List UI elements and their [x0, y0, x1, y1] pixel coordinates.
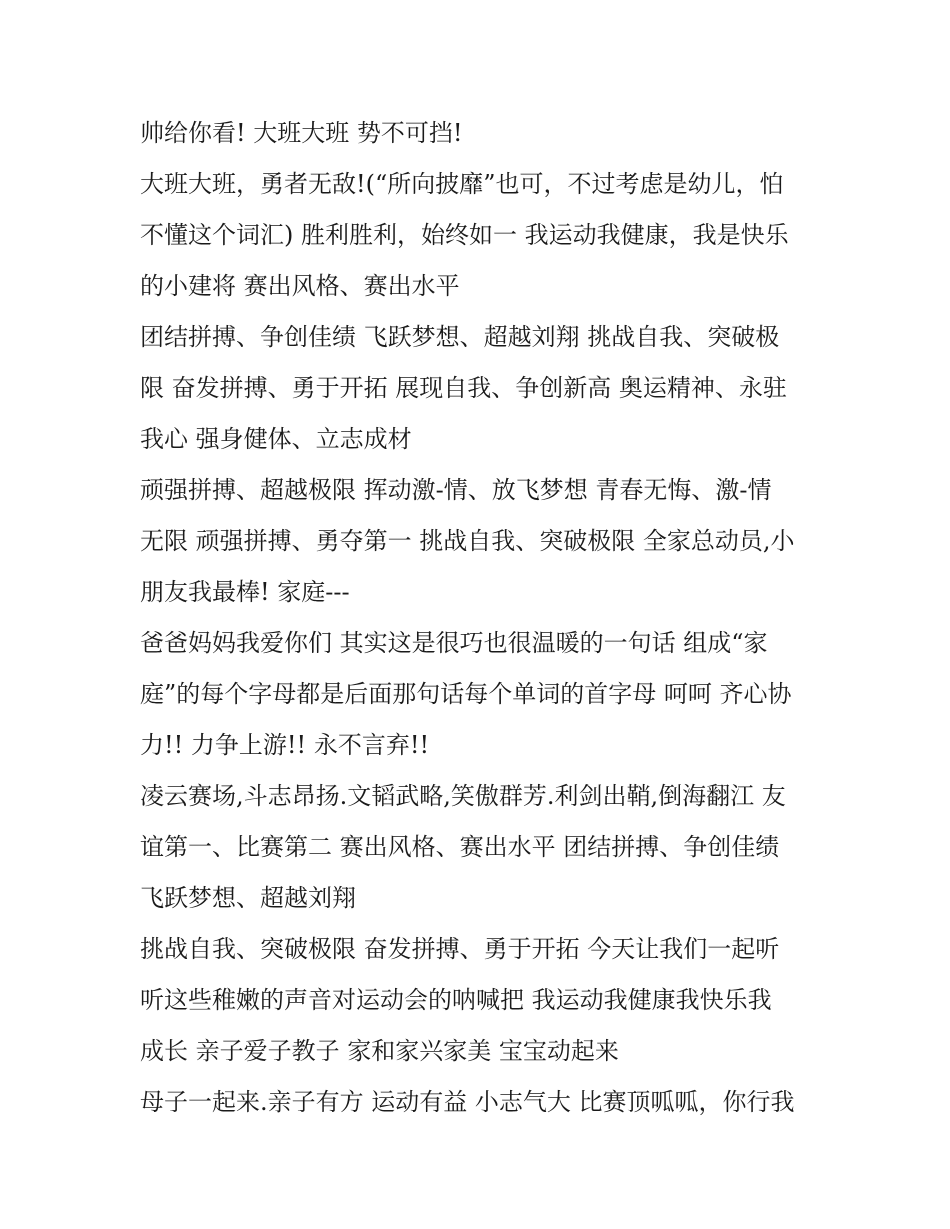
text-line: 庭”的每个字母都是后面那句话每个单词的首字母 呵呵 齐心协: [140, 680, 792, 708]
text-line: 限 奋发拼搏、勇于开拓 展现自我、争创新高 奥运精神、永驻: [140, 374, 787, 402]
text-line: 凌云赛场,斗志昂扬.文韬武略,笑傲群芳.利剑出鞘,倒海翻江 友: [140, 782, 786, 810]
text-line: 团结拼搏、争创佳绩 飞跃梦想、超越刘翔 挑战自我、突破极: [140, 323, 780, 351]
text-line: 不懂这个词汇) 胜利胜利，始终如一 我运动我健康，我是快乐: [140, 221, 789, 249]
text-line: 谊第一、比赛第二 赛出风格、赛出水平 团结拼搏、争创佳绩: [140, 833, 780, 861]
text-line: 飞跃梦想、超越刘翔: [140, 884, 356, 912]
text-line: 无限 顽强拼搏、勇夺第一 挑战自我、突破极限 全家总动员,小: [140, 527, 795, 555]
text-line: 成长 亲子爱子教子 家和家兴家美 宝宝动起来: [140, 1037, 619, 1065]
text-line: 挑战自我、突破极限 奋发拼搏、勇于开拓 今天让我们一起听: [140, 935, 780, 963]
text-line: 帅给你看! 大班大班 势不可挡!: [140, 119, 463, 147]
text-line: 母子一起来.亲子有方 运动有益 小志气大 比赛顶呱呱，你行我: [140, 1088, 795, 1116]
body-text: [140, 108, 820, 1128]
text-line: 力!! 力争上游!! 永不言弃!!: [140, 731, 430, 759]
text-line: 我心 强身健体、立志成材: [140, 425, 412, 453]
text-line: 听这些稚嫩的声音对运动会的呐喊把 我运动我健康我快乐我: [140, 986, 772, 1014]
text-line: 顽强拼搏、超越极限 挥动激-情、放飞梦想 青春无悔、激-情: [140, 476, 772, 504]
text-line: 的小建将 赛出风格、赛出水平: [140, 272, 460, 300]
text-line: 爸爸妈妈我爱你们 其实这是很巧也很温暖的一句话 组成“家: [140, 629, 768, 657]
text-line: 朋友我最棒! 家庭---: [140, 578, 350, 606]
text-line: 大班大班，勇者无敌!(“所向披靡”也可，不过考虑是幼儿，怕: [140, 170, 784, 198]
